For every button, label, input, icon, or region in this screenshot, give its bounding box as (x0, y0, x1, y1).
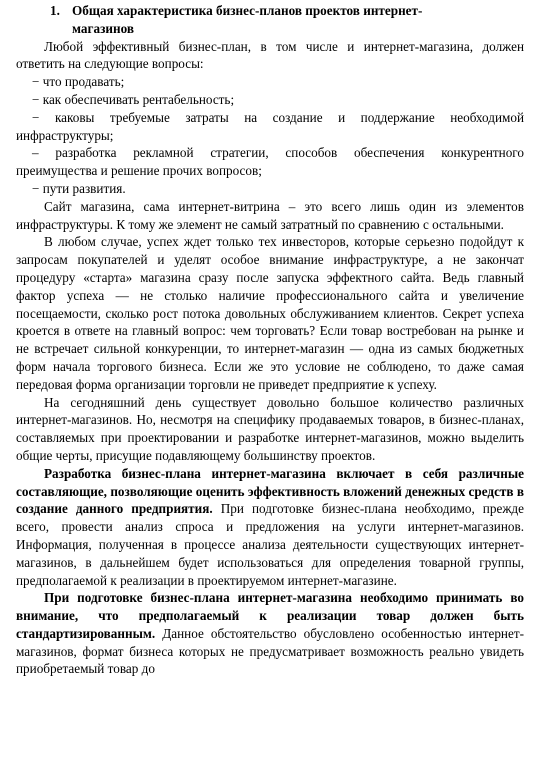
paragraph-today: На сегодняшний день существует довольно большое количество различных интернет-магазинов. Но, несмотря на специфику продаваемых товаров, в бизнес-планах, составляемых при проектировании и разработке интернет-магазинов, можно выделить общие черты, присущие подавляющему большинству проектов. (16, 394, 524, 463)
paragraph-site: Сайт магазина, сама интернет-витрина – это всего лишь один из элементов инфраструктуры. К тому же элемент не самый затратный по сравнению с остальными. (16, 198, 524, 232)
paragraph-text: Данное обстоятельство обусловлено особенностью интернет-магазинов, формат бизнеса которых не предусматривает возможность реально увидеть приобретаемый товар до (16, 625, 524, 677)
list-item: – разработка рекламной стратегии, способов обеспечения конкурентного преимущества и решение прочих вопросов; (16, 145, 524, 179)
list-item: − каковы требуемые затраты на создание и поддержание необходимой инфраструктуры; (16, 109, 524, 143)
heading-number: 1. (50, 3, 60, 18)
list-item: − пути развития. (32, 180, 126, 196)
paragraph-text: При подготовке бизнес-плана необходимо, прежде всего, провести анализ спроса и предложения на услуги интернет-магазинов. Информация, полученная в процессе анализа деятельности существующих интернет-магазинов, в дальнейшем будет использоваться для определения товарной группы, предполагаемой к реализации в проектируемом интернет-магазине. (16, 501, 524, 588)
section-heading (50, 2, 524, 38)
paragraph-standardization (16, 589, 524, 678)
intro-paragraph: Любой эффективный бизнес-план, в том числе и интернет-магазина, должен ответить на следующие вопросы: (16, 38, 524, 72)
heading-line2: магазинов (72, 20, 134, 36)
paragraph-success: В любом случае, успех ждет только тех инвесторов, которые серьезно подойдут к запросам покупателей и уделят особое внимание инфраструктуре, а не закончат процедуру «старта» магазина сразу после запуска эффектного сайта. Ведь главный фактор успеха — не столько наличие профессионального сайта и увеличение посещаемости, сколько рост потока довольных обслуживанием клиентов. Секрет успеха кроется в ответе на главный вопрос: чем торговать? Если товар востребован на рынке и не встречает сильной конкуренции, то интернет-магазин — одна из самых бюджетных форм начала торгового бизнеса. Если же это условие не соблюдено, то даже самая передовая форма организации торговли не приведет предприятие к успеху. (16, 234, 524, 392)
list-item: − что продавать; (32, 74, 125, 90)
bold-statement: При подготовке бизнес-плана интернет-магазина необходимо принимать во внимание, что предполагаемый к реализации товар должен быть стандартизированным. (16, 590, 524, 641)
heading-line1: Общая характеристика бизнес-планов проектов интернет- (72, 3, 423, 18)
list-item: − как обеспечивать рентабельность; (32, 91, 235, 107)
bold-statement: Разработка бизнес-плана интернет-магазина включает в себя различные составляющие, позволяющие оценить эффективность вложений денежных средств в создание данного предприятия. (16, 465, 524, 517)
paragraph-development (16, 465, 524, 590)
